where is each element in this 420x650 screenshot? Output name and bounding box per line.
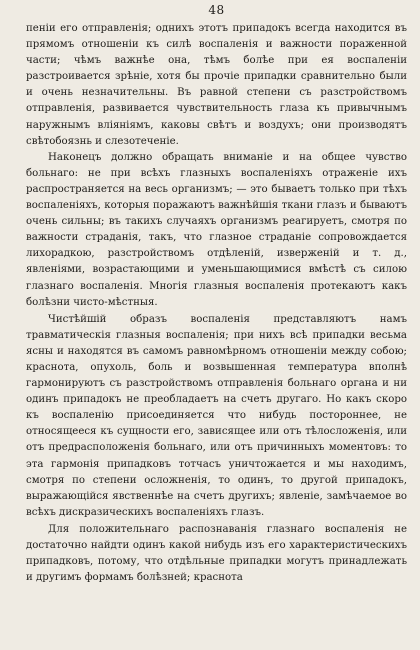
paragraph-2: Наконецъ должно обращать вниманiе и на общее чувство больнаго: не при всѣхъ глазныхъ воспаленiяхъ отраженiе ихъ распространяется на весь организмъ; — это бываетъ только при тѣхъ воспаленiяхъ, которыя поражаютъ важнѣйшiя ткани глазъ и бываютъ очень сильны; въ такихъ случаяхъ организмъ реагируетъ, смотря по важности страданiя, такъ, что глазное страданiе сопровождается лихорадкою, разстройствомъ отдѣленiй, изверженiй и т. д., явленiями, возрастающими и уменьшающимися вмѣстѣ съ силою глазнаго воспаленiя. Многiя глазныя воспаленiя протекаютъ какъ болѣзни чисто-мѣстныя.: [26, 151, 407, 308]
paragraph-3: Чистѣйшiй образъ воспаленiя представляютъ намъ травматическiя глазныя воспаленiя; при нихъ всѣ припадки весьма ясны и находятся въ самомъ равномѣрномъ отношенiи между собою; краснота, опухоль, боль и возвышенная температура вполнѣ гармонируютъ съ разстройствомъ отправленiя больнаго органа и ни одинъ припадокъ не преобладаетъ на счетъ другаго. Но какъ скоро къ воспаленiю присоединяется что нибудь постороннее, не относящееся къ сущности его, зависящее или отъ тѣлосложенiя, или отъ предрасположенiя больнаго, или отъ причинныхъ моментовъ: то эта гармонiя припадковъ тотчасъ уничтожается и мы находимъ, смотря по степени осложненiя, то одинъ, то другой припадокъ, выражающiйся явственнѣе на счетъ другихъ; явленiе, замѣчаемое во всѣхъ дискразическихъ воспаленiяхъ глазъ.: [26, 313, 407, 518]
paragraph-4: Для положительнаго распознаванiя глазнаго воспаленiя не достаточно найдти одинъ какой нибудь изъ его характеристическихъ припадковъ, потому, что отдѣльные припадки могутъ принадлежать и другимъ формамъ болѣзней; краснота: [26, 523, 407, 584]
page-number: 48: [208, 3, 225, 17]
paragraph-1: пенiи его отправленiя; однихъ этотъ припадокъ всегда находится въ прямомъ отношенiи къ силѣ воспаленiя и важности пораженной части; чѣмъ важнѣе она, тѣмъ болѣе при ея воспаленiи разстроивается зрѣнiе, хотя бы прочiе припадки сравнительно были и очень незначительны. Въ равной степени съ разстройствомъ отправленiя, развивается чувствительность глаза къ привычнымъ наружнымъ влiянiямъ, каковы свѣтъ и воздухъ; они производятъ свѣтобоязнь и слезотеченiе.: [26, 23, 407, 147]
